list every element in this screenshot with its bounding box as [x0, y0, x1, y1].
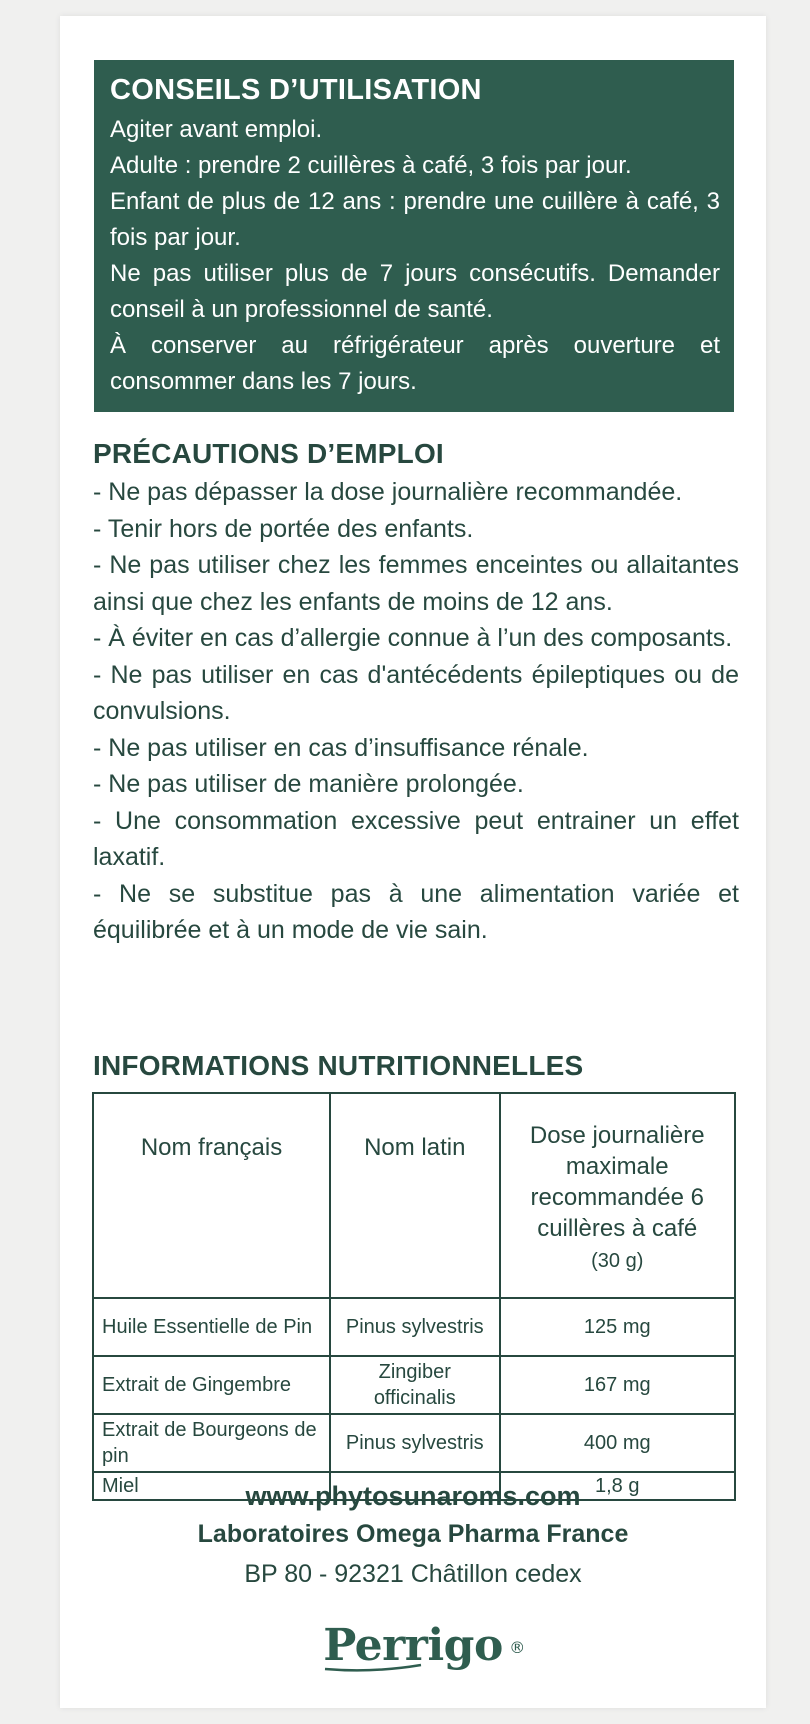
precaution-item: - À éviter en cas d’allergie connue à l’un des composants. [93, 624, 733, 652]
conseils-line: Ne pas utiliser plus de 7 jours consécutifs. Demander conseil à un professionnel de santé. [110, 260, 720, 323]
conseils-line: Adulte : prendre 2 cuillères à café, 3 fois par jour. [110, 152, 632, 179]
logo-text: Perrigo [323, 1620, 503, 1671]
conseils-box [94, 60, 734, 412]
nutrition-table [92, 1092, 736, 1501]
company-name: Laboratoires Omega Pharma France [197, 1520, 629, 1548]
conseils-line: Agiter avant emploi. [110, 116, 323, 143]
precaution-item: - Ne se substitue pas à une alimentation variée et équilibrée et à un mode de vie sain. [93, 879, 739, 944]
header-nom-latin: Nom latin [330, 1093, 499, 1298]
cell-latin: Pinus sylvestris [330, 1414, 499, 1472]
product-label [60, 16, 766, 1708]
precaution-item: - Ne pas utiliser chez les femmes enceintes ou allaitantes ainsi que chez les enfants de moins de 12 ans. [93, 551, 739, 616]
company-address: BP 80 - 92321 Châtillon cedex [244, 1560, 582, 1588]
header-dose-unit: (30 g) [591, 1250, 644, 1272]
logo-swoosh-icon [323, 1662, 423, 1672]
cell-dose: 167 mg [500, 1356, 736, 1414]
cell-nom: Miel [93, 1472, 330, 1500]
conseils-title: CONSEILS D’UTILISATION [110, 74, 482, 106]
cell-latin: Zingiber officinalis [330, 1356, 499, 1414]
cell-dose: 125 mg [500, 1298, 736, 1356]
cell-dose: 400 mg [500, 1414, 736, 1472]
header-dose [500, 1093, 736, 1298]
cell-nom: Huile Essentielle de Pin [93, 1298, 330, 1356]
precaution-item: - Tenir hors de portée des enfants. [93, 514, 474, 543]
website-url: www.phytosunaroms.com [245, 1481, 581, 1511]
perrigo-logo [60, 1620, 766, 1672]
table-header-row [93, 1093, 735, 1298]
table-row [93, 1356, 735, 1414]
precaution-item: - Ne pas utiliser de manière prolongée. [93, 770, 524, 798]
header-nom-francais: Nom français [93, 1093, 330, 1298]
precaution-item: - Ne pas utiliser en cas d'antécédents épileptiques ou de convulsions. [93, 660, 739, 725]
conseils-line: À conserver au réfrigérateur après ouverture et consommer dans les 7 jours. [110, 332, 720, 395]
precautions-section [93, 434, 739, 949]
nutrition-title: INFORMATIONS NUTRITIONNELLES [93, 1050, 584, 1081]
header-dose-label: Dose journalière maximale recommandée 6 cuillères à café [529, 1122, 705, 1242]
cell-dose: 1,8 g [500, 1472, 736, 1500]
conseils-line: Enfant de plus de 12 ans : prendre une cuillère à café, 3 fois par jour. [110, 188, 720, 251]
precaution-item: - Ne pas dépasser la dose journalière recommandée. [93, 478, 683, 506]
cell-latin: Pinus sylvestris [330, 1298, 499, 1356]
logo-wordmark [323, 1620, 525, 1672]
precautions-title: PRÉCAUTIONS D’EMPLOI [93, 438, 444, 469]
table-row [93, 1298, 735, 1356]
cell-nom: Extrait de Gingembre [93, 1356, 330, 1414]
table-row [93, 1414, 735, 1472]
registered-mark: ® [509, 1638, 525, 1657]
precaution-item: - Une consommation excessive peut entrainer un effet laxatif. [93, 806, 739, 871]
cell-nom: Extrait de Bourgeons de pin [93, 1414, 330, 1472]
precaution-item: - Ne pas utiliser en cas d’insuffisance rénale. [93, 733, 589, 762]
